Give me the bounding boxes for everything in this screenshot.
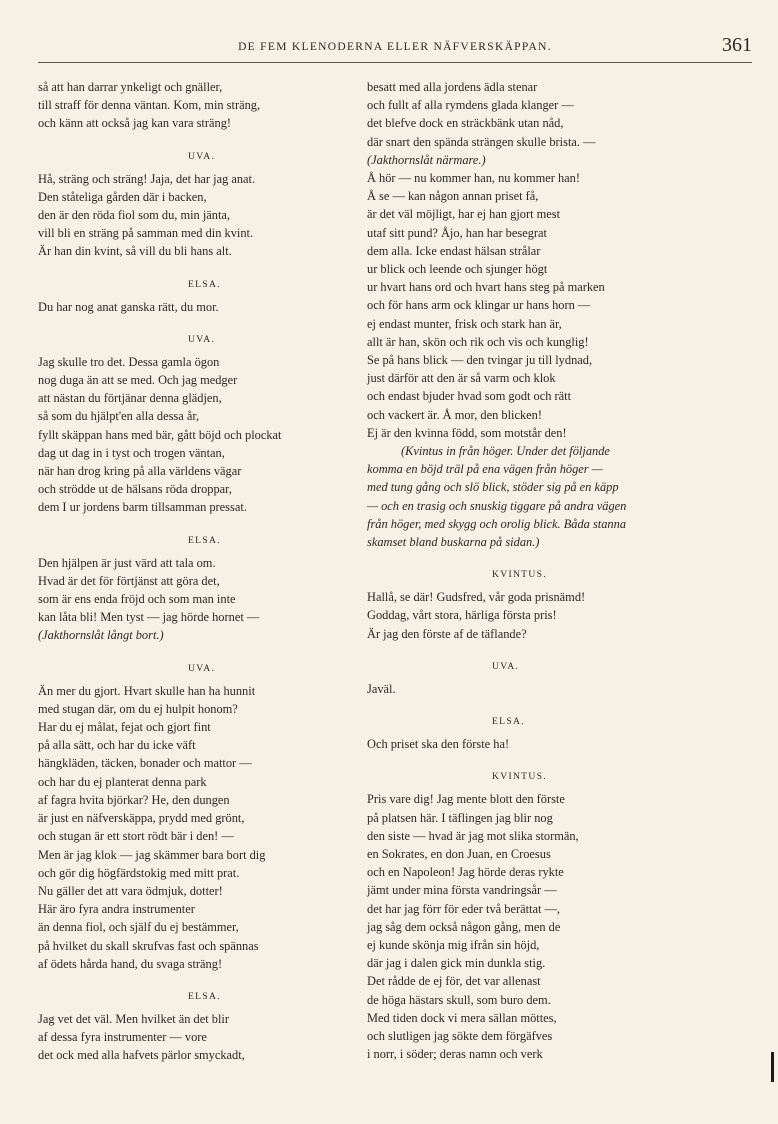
speaker-label: ELSA. [188, 278, 221, 290]
verse-block [38, 170, 338, 261]
stage-direction: (Jakthornslåt långt bort.) [38, 628, 164, 643]
verse-line: allt är han, skön och rik och vis och kunglig! [367, 334, 589, 349]
verse-line: hängkläden, täcken, bonader och mattor — [38, 756, 252, 771]
stage-direction-line: från höger, med skygg och orolig blick. Båda stanna [367, 516, 627, 531]
verse-block [367, 169, 687, 442]
verse-line: Pris vare dig! Jag mente blott den förste [367, 792, 565, 807]
verse-block [38, 353, 338, 517]
verse-line: vill bli en sträng på samman med din kvint. [38, 226, 254, 241]
verse-line: Javäl. [367, 681, 396, 696]
speaker-label: KVINTUS. [492, 569, 547, 581]
verse-line: ur hvart hans ord och hvart hans steg på marken [367, 280, 605, 295]
stage-direction-line: med tung gång och slö blick, stöder sig på en käpp [367, 480, 619, 495]
verse-line: på platsen här. I täflingen jag blir nog [367, 810, 553, 825]
verse-line: utaf sitt pund? Åjo, han har besegrat [367, 225, 547, 240]
speaker-label: UVA. [188, 150, 216, 162]
speaker-label: ELSA. [492, 716, 525, 728]
verse-line: ur blick och leende och sjunger högt [367, 262, 548, 277]
verse-line: där jag i dalen gick min dunkla stig. [367, 956, 546, 971]
verse-line: den är den röda fiol som du, min jänta, [38, 208, 231, 223]
verse-block [367, 680, 687, 698]
verse-line: de höga hästars skull, som buro dem. [367, 992, 551, 1007]
verse-line: med stugan där, om du ej hulpit honom? [38, 701, 238, 716]
verse-line: af fagra hvita björkar? He, den dungen [38, 792, 230, 807]
verse-line: Se på hans blick — den tvingar ju till lydnad, [367, 353, 593, 368]
verse-line: Är han din kvint, så vill du bli hans alt. [38, 244, 232, 259]
verse-line: Jag vet det väl. Men hvilket än det blir [38, 1011, 229, 1026]
right-column [367, 78, 687, 1063]
verse-line: än denna fiol, och själf du ej bestämmer, [38, 920, 239, 935]
speaker-label: ELSA. [188, 990, 221, 1002]
page-edge-mark [771, 1052, 774, 1082]
verse-line: dem alla. Icke endast hälsan strålar [367, 243, 541, 258]
verse-line: Det rådde de ej för, det var allenast [367, 974, 541, 989]
verse-line: af dessa fyra instrumenter — vore [38, 1030, 207, 1045]
verse-block [38, 554, 338, 627]
verse-line: och stugan är ett stort rödt bär i den! — [38, 829, 234, 844]
running-title: DE FEM KLENODERNA ELLER NÄFVERSKÄPPAN. [238, 41, 552, 53]
verse-line: Den hjälpen är just värd att tala om. [38, 555, 216, 570]
verse-block [367, 588, 687, 643]
verse-line: och slutligen jag sökte dem förgäfves [367, 1028, 553, 1043]
stage-direction-line: skamset bland buskarna på sidan.) [367, 535, 540, 550]
verse-line: på hvilket du skall skrufvas fast och spännas [38, 938, 259, 953]
verse-line: att nästan du förtjänar denna glädjen, [38, 391, 222, 406]
speaker-label: ELSA. [188, 534, 221, 546]
verse-line: Du har nog anat ganska rätt, du mor. [38, 299, 219, 314]
stage-direction: (Jakthornslåt närmare.) [367, 152, 486, 167]
verse-line: just därför att den är så varm och klok [367, 371, 556, 386]
verse-line: Ej är den kvinna född, som motstår den! [367, 425, 567, 440]
verse-line: dem I ur jordens barm tillsamman pressat. [38, 500, 247, 515]
verse-line: så som du hjälpt'en alla dessa år, [38, 409, 200, 424]
verse-block [38, 1010, 338, 1065]
verse-line: Jag skulle tro det. Dessa gamla ögon [38, 354, 220, 369]
speaker-label: KVINTUS. [492, 771, 547, 783]
page-header [38, 34, 752, 62]
verse-line: Men är jag klok — jag skämmer bara bort dig [38, 847, 266, 862]
verse-line: som är ens enda fröjd och som man inte [38, 592, 236, 607]
verse-line: Och priset ska den förste ha! [367, 737, 510, 752]
verse-block [38, 682, 338, 973]
verse-line: Hallå, se där! Gudsfred, vår goda prisnämd! [367, 590, 586, 605]
verse-line: och känn att också jag kan vara sträng! [38, 116, 232, 131]
verse-line: Hvad är det för förtjänst att göra det, [38, 573, 220, 588]
verse-line: Nu gäller det att vara ödmjuk, dotter! [38, 883, 223, 898]
verse-line: besatt med alla jordens ädla stenar [367, 80, 538, 94]
speaker-label: UVA. [188, 333, 216, 345]
left-column [38, 78, 338, 1065]
verse-line: är det väl möjligt, har ej han gjort mest [367, 207, 561, 222]
verse-line: Här äro fyra andra instrumenter [38, 902, 195, 917]
verse-line: och vackert är. Å mor, den blicken! [367, 407, 542, 422]
verse-line: ej kunde skönja mig ifrån sin höjd, [367, 937, 540, 952]
verse-block [38, 298, 338, 316]
verse-line: och för hans arm ock klingar ur hans horn — [367, 298, 591, 313]
verse-line: nog duga än att se med. Och jag medger [38, 373, 238, 388]
verse-line: så att han darrar ynkeligt och gnäller, [38, 80, 223, 94]
verse-line: Är jag den förste af de täflande? [367, 626, 527, 641]
speaker-label: UVA. [492, 660, 520, 672]
verse-line: och endast bjuder hvad som godt och rätt [367, 389, 572, 404]
verse-line: kan låta bli! Men tyst — jag hörde hornet — [38, 610, 260, 625]
verse-line: Med tiden dock vi mera sällan möttes, [367, 1010, 557, 1025]
header-rule [38, 62, 752, 63]
verse-block [367, 735, 687, 753]
verse-line: jämt under mina första vandringsår — [367, 883, 557, 898]
verse-line: en Sokrates, en don Juan, en Croesus [367, 846, 551, 861]
verse-line: Har du ej målat, fejat och gjort fint [38, 720, 211, 735]
verse-line: fyllt skäppan hans med bär, gått böjd och plockat [38, 427, 282, 442]
verse-line: Än mer du gjort. Hvart skulle han ha hunnit [38, 683, 256, 698]
verse-line: det har jag förr för eder två berättat —, [367, 901, 560, 916]
verse-line: den siste — hvad är jag mot slika stormän, [367, 828, 579, 843]
verse-line: Hå, sträng och sträng! Jaja, det har jag anat. [38, 171, 256, 186]
verse-line: och har du ej planterat denna park [38, 774, 207, 789]
verse-line: Å hör — nu kommer han, nu kommer han! [367, 171, 581, 186]
verse-block [367, 790, 687, 1063]
stage-direction-line: — och en trasig och snuskig tiggare på andra vägen [367, 498, 627, 513]
verse-line: Å se — kan någon annan priset få, [367, 189, 539, 204]
verse-line: och en Napoleon! Jag hörde deras rykte [367, 865, 564, 880]
verse-block [367, 78, 687, 151]
verse-line: det blefve dock en sträckbänk utan nåd, [367, 116, 564, 131]
verse-line: när han drog kring på alla världens vägar [38, 464, 242, 479]
verse-line: det ock med alla hafvets pärlor smyckadt, [38, 1048, 245, 1063]
verse-line: där snart den spända strängen skulle brista. — [367, 134, 596, 149]
verse-line: på alla sätt, och har du icke väft [38, 738, 196, 753]
speaker-label: UVA. [188, 662, 216, 674]
verse-line: till straff för denna väntan. Kom, min sträng, [38, 98, 261, 113]
stage-direction-line: komma en böjd träl på ena vägen från höger — [367, 462, 603, 477]
verse-line: ej endast munter, frisk och stark han är, [367, 316, 562, 331]
verse-line: Den ståteliga gården där i backen, [38, 189, 207, 204]
verse-line: är just en näfverskäppa, prydd med grönt, [38, 811, 245, 826]
verse-line: jag såg dem också någon gång, men de [367, 919, 561, 934]
verse-block [38, 78, 338, 133]
page-number: 361 [722, 34, 752, 56]
verse-line: dag ut dag in i tyst och trogen väntan, [38, 445, 225, 460]
verse-line: i norr, i söder; deras namn och verk [367, 1047, 543, 1062]
verse-line: och gör dig högfärdstokig med mitt prat. [38, 865, 240, 880]
verse-line: och fullt af alla rymdens glada klanger — [367, 98, 574, 113]
verse-line: Goddag, vårt stora, härliga första pris! [367, 608, 557, 623]
verse-line: af ödets hårda hand, du svaga sträng! [38, 956, 223, 971]
stage-direction-block [367, 442, 687, 551]
verse-line: och strödde ut de hälsans röda droppar, [38, 482, 232, 497]
stage-direction-line: (Kvintus in från höger. Under det följande [401, 444, 610, 459]
